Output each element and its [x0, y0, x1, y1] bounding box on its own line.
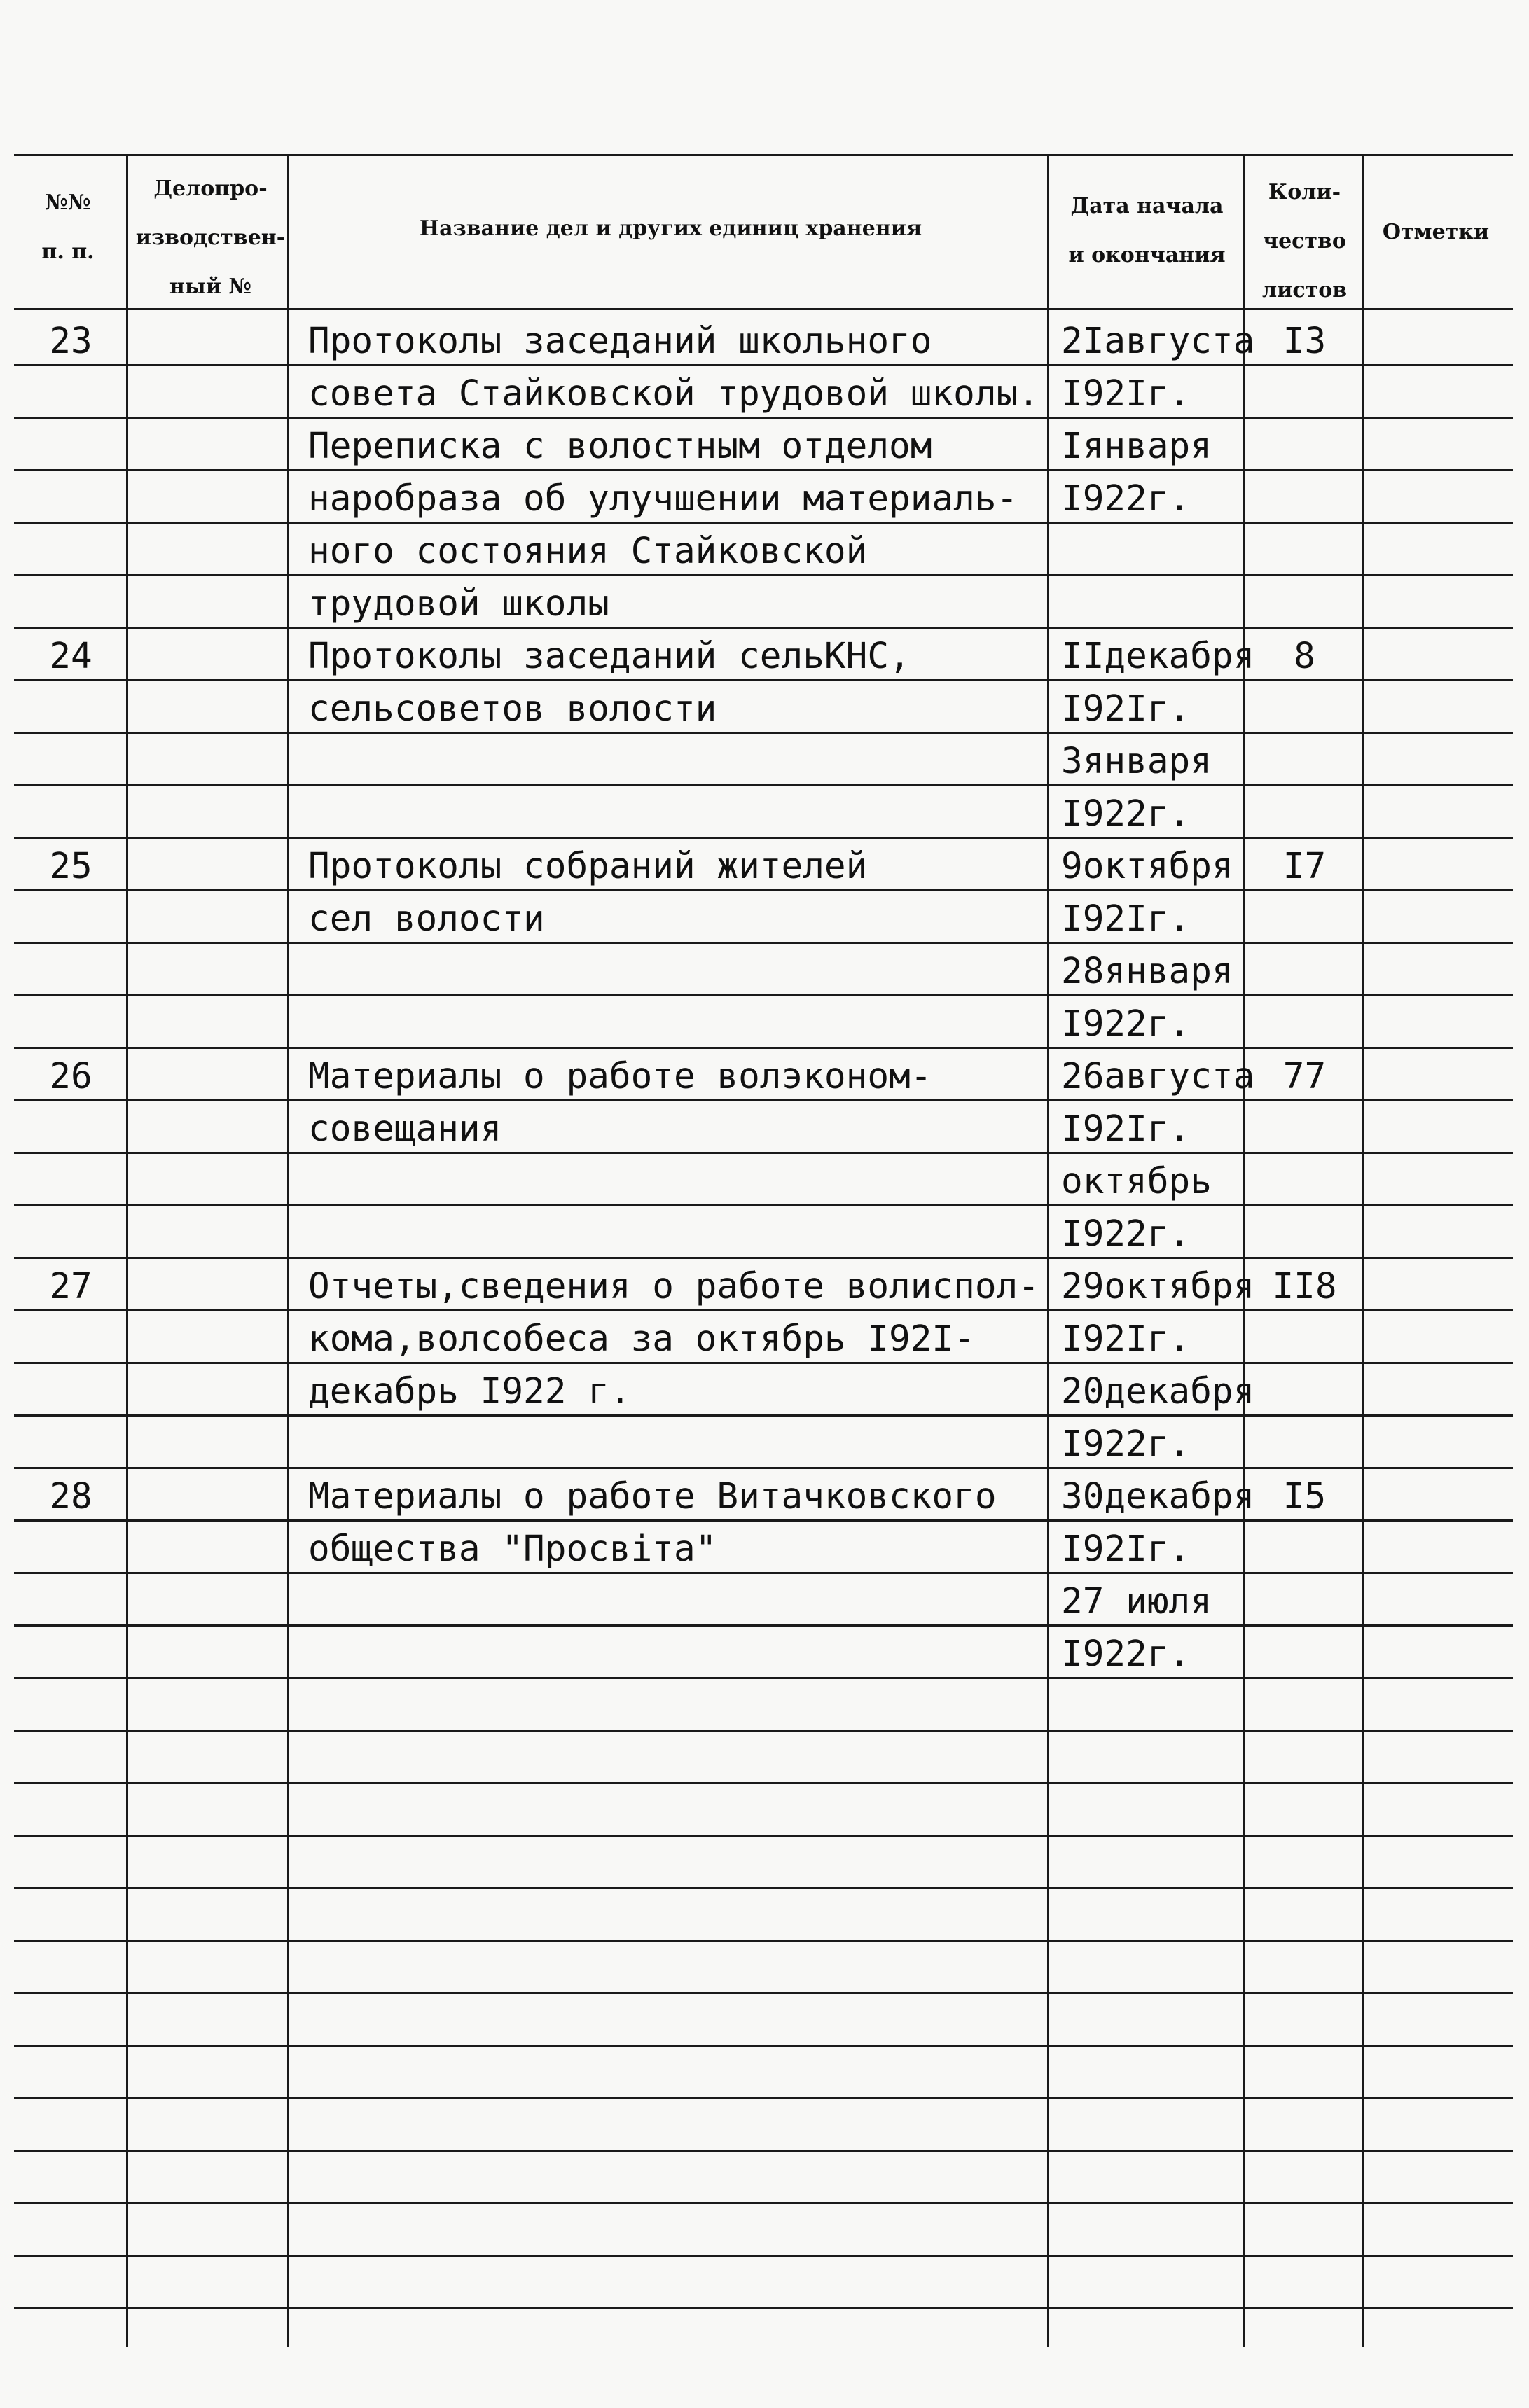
entry-date-line: 29октября: [1061, 1266, 1255, 1307]
row-rule: [14, 417, 1513, 419]
row-rule: [14, 1309, 1513, 1311]
row-rule: [14, 522, 1513, 524]
header-col-sheets: Коли- чество листов: [1261, 180, 1348, 302]
entry-date-line: I922г.: [1061, 1213, 1191, 1255]
entry-title-line: общества "Просвiта": [308, 1529, 717, 1570]
row-rule: [14, 942, 1513, 944]
entry-date-line: октябрь: [1061, 1161, 1212, 1202]
entry-date-line: I92Iг.: [1061, 898, 1191, 940]
entry-number: 23: [49, 321, 92, 362]
entry-date-line: 3января: [1061, 741, 1212, 782]
entry-sheet-count: I3: [1282, 321, 1327, 362]
row-rule: [14, 364, 1513, 366]
row-rule: [14, 1992, 1513, 1994]
row-rule: [14, 2045, 1513, 2047]
entry-title-line: Материалы о работе Витачковского: [308, 1476, 997, 1517]
entry-date-line: I922г.: [1061, 1634, 1191, 1675]
entry-title-line: Материалы о работе волэконом-: [308, 1056, 932, 1097]
entry-date-line: I92Iг.: [1061, 688, 1191, 730]
row-rule: [14, 1047, 1513, 1049]
entry-sheet-count: I7: [1282, 846, 1327, 887]
entry-sheet-count: 8: [1294, 636, 1315, 677]
entry-date-line: 26августа: [1061, 1056, 1255, 1097]
entry-number: 24: [49, 636, 92, 677]
entry-date-line: I922г.: [1061, 793, 1191, 835]
column-rule: [1047, 155, 1049, 2347]
row-rule: [14, 2255, 1513, 2257]
entry-title-line: Протоколы заседаний школьного: [308, 321, 932, 362]
entry-title-line: Отчеты,сведения о работе волиспол-: [308, 1266, 1039, 1307]
row-rule: [14, 994, 1513, 996]
table-top-rule: [14, 154, 1513, 156]
row-rule: [14, 2202, 1513, 2204]
entry-date-line: 27 июля: [1061, 1581, 1212, 1622]
entry-title-line: совещания: [308, 1108, 502, 1150]
row-rule: [14, 1414, 1513, 1417]
entry-date-line: 20декабря: [1061, 1371, 1255, 1412]
row-rule: [14, 627, 1513, 629]
row-rule: [14, 469, 1513, 471]
entry-date-line: 30декабря: [1061, 1476, 1255, 1517]
row-rule: [14, 1887, 1513, 1889]
entry-title-line: Протоколы собраний жителей: [308, 846, 868, 887]
entry-sheet-count: II8: [1272, 1266, 1337, 1307]
row-rule: [14, 2307, 1513, 2309]
entry-date-line: I922г.: [1061, 1003, 1191, 1045]
header-col-number: №№ п. п.: [41, 190, 95, 264]
entry-date-line: 9октября: [1061, 846, 1233, 887]
column-rule: [1362, 155, 1364, 2347]
row-rule: [14, 784, 1513, 786]
entry-title-line: декабрь I922 г.: [308, 1371, 631, 1412]
entry-sheet-count: 77: [1282, 1056, 1327, 1097]
entry-date-line: Iянваря: [1061, 426, 1212, 467]
row-rule: [14, 1519, 1513, 1522]
entry-date-line: I92Iг.: [1061, 373, 1191, 415]
column-rule: [287, 155, 289, 2347]
row-rule: [14, 574, 1513, 576]
entry-date-line: 2Iавгуста: [1061, 321, 1255, 362]
entry-title-line: трудовой школы: [308, 583, 609, 625]
header-col-title: Название дел и других единиц хранения: [419, 216, 922, 241]
entry-title-line: ного состояния Стайковской: [308, 531, 868, 572]
entry-number: 26: [49, 1056, 92, 1097]
row-rule: [14, 837, 1513, 839]
row-rule: [14, 1257, 1513, 1259]
row-rule: [14, 1730, 1513, 1732]
header-col-index: Делопро- изводствен- ный №: [135, 176, 286, 299]
entry-title-line: Переписка с волостным отделом: [308, 426, 932, 467]
row-rule: [14, 1152, 1513, 1154]
row-rule: [14, 1572, 1513, 1574]
entry-sheet-count: I5: [1282, 1476, 1327, 1517]
row-rule: [14, 1940, 1513, 1942]
entry-number: 28: [49, 1476, 92, 1517]
row-rule: [14, 2150, 1513, 2152]
entry-date-line: 28января: [1061, 951, 1233, 992]
row-rule: [14, 1677, 1513, 1679]
column-rule: [126, 155, 128, 2347]
column-rule: [1243, 155, 1245, 2347]
row-rule: [14, 889, 1513, 891]
row-rule: [14, 1467, 1513, 1469]
entry-title-line: сельсоветов волости: [308, 688, 717, 730]
entry-date-line: I92Iг.: [1061, 1318, 1191, 1360]
row-rule: [14, 2097, 1513, 2099]
row-rule: [14, 679, 1513, 681]
entry-title-line: Протоколы заседаний сельКНС,: [308, 636, 911, 677]
row-rule: [14, 1624, 1513, 1627]
entry-title-line: кома,волсобеса за октябрь I92I-: [308, 1318, 975, 1360]
header-col-notes: Отметки: [1382, 220, 1490, 244]
entry-date-line: I922г.: [1061, 1424, 1191, 1465]
header-col-dates: Дата начала и окончания: [1068, 194, 1226, 267]
row-rule: [14, 1204, 1513, 1206]
entry-title-line: совета Стайковской трудовой школы.: [308, 373, 1039, 415]
row-rule: [14, 1362, 1513, 1364]
row-rule: [14, 1782, 1513, 1784]
row-rule: [14, 1835, 1513, 1837]
entry-date-line: I922г.: [1061, 478, 1191, 520]
row-rule: [14, 1099, 1513, 1101]
entry-title-line: наробраза об улучшении материаль-: [308, 478, 1018, 520]
entry-number: 27: [49, 1266, 92, 1307]
entry-title-line: сел волости: [308, 898, 545, 940]
entry-date-line: I92Iг.: [1061, 1529, 1191, 1570]
entry-date-line: IIдекабря: [1061, 636, 1255, 677]
entry-date-line: I92Iг.: [1061, 1108, 1191, 1150]
entry-number: 25: [49, 846, 92, 887]
row-rule: [14, 732, 1513, 734]
